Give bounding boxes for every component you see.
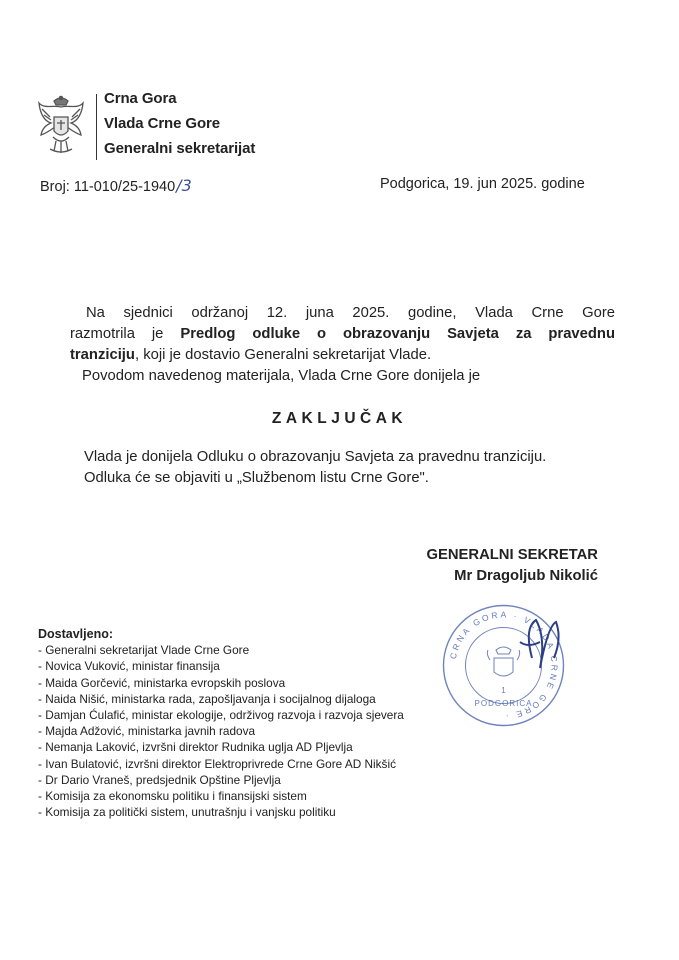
handwritten-suffix: /3 (176, 176, 192, 195)
list-item: - Komisija za ekonomsku politiku i finansijski sistem (38, 788, 404, 804)
signature-name: Mr Dragoljub Nikolić (454, 568, 598, 584)
list-item: - Majda Adžović, ministarka javnih radova (38, 723, 404, 739)
decision-title: Predlog odluke o obrazovanju Savjeta za pravednu (180, 326, 615, 342)
body-line-1: Na sjednici održanoj 12. juna 2025. godine, Vlada Crne Gore (86, 305, 615, 321)
reference-number (40, 176, 192, 195)
reference-number-text: Broj: 11-010/25-1940 (40, 179, 176, 195)
list-item: - Naida Nišić, ministarka rada, zapošljavanja i socijalnog dijaloga (38, 691, 404, 707)
conclusion-line-2: Odluka će se objaviti u „Službenom listu Crne Gore". (84, 470, 429, 486)
header-country: Crna Gora (104, 90, 177, 107)
body-line-3-normal: , koji je dostavio Generalni sekretarijat Vlade. (134, 347, 432, 363)
body-text (70, 303, 615, 387)
decision-title-end: tranziciju (70, 347, 135, 363)
conclusion-title: ZAKLJUČAK (271, 410, 408, 427)
conclusion-text (84, 447, 546, 489)
header-government: Vlada Crne Gore (104, 115, 221, 132)
body-line-4: Povodom navedenog materijala, Vlada Crne Gore donijela je (82, 368, 481, 384)
stamp-number: 1 (501, 686, 506, 695)
body-line-3 (70, 345, 615, 366)
signature-block (380, 545, 598, 587)
stamp-city: PODGORICA (474, 699, 533, 708)
header-divider (96, 94, 97, 160)
header-department: Generalni sekretarijat (104, 140, 256, 157)
list-item: - Nemanja Laković, izvršni direktor Rudnika uglja AD Pljevlja (38, 739, 404, 755)
body-line-2-normal: razmotrila je (70, 326, 181, 342)
list-item: - Generalni sekretarijat Vlade Crne Gore (38, 642, 404, 658)
body-line-2 (70, 324, 615, 345)
conclusion-line-1: Vlada je donijela Odluku o obrazovanju Savjeta za pravednu tranziciju. (84, 449, 547, 465)
list-item: - Novica Vuković, ministar finansija (38, 658, 404, 674)
list-item: - Ivan Bulatović, izvršni direktor Elektroprivrede Crne Gore AD Nikšić (38, 756, 404, 772)
list-item: - Komisija za politički sistem, unutrašnju i vanjsku politiku (38, 804, 404, 820)
official-stamp (436, 598, 571, 733)
stamp-ring-text: CRNA GORA · VLADA CRNE GORE · (447, 609, 560, 722)
coat-of-arms-icon (36, 95, 86, 157)
list-item: - Damjan Ćulafić, ministar ekologije, održivog razvoja i razvoja sjevera (38, 707, 404, 723)
signature-title: GENERALNI SEKRETAR (426, 547, 598, 563)
distribution-heading: Dostavljeno: (38, 627, 114, 641)
document-date: Podgorica, 19. jun 2025. godine (380, 176, 585, 192)
list-item: - Dr Dario Vraneš, predsjednik Opštine Pljevlja (38, 772, 404, 788)
distribution-list (38, 626, 404, 820)
list-item: - Maida Gorčević, ministarka evropskih poslova (38, 675, 404, 691)
